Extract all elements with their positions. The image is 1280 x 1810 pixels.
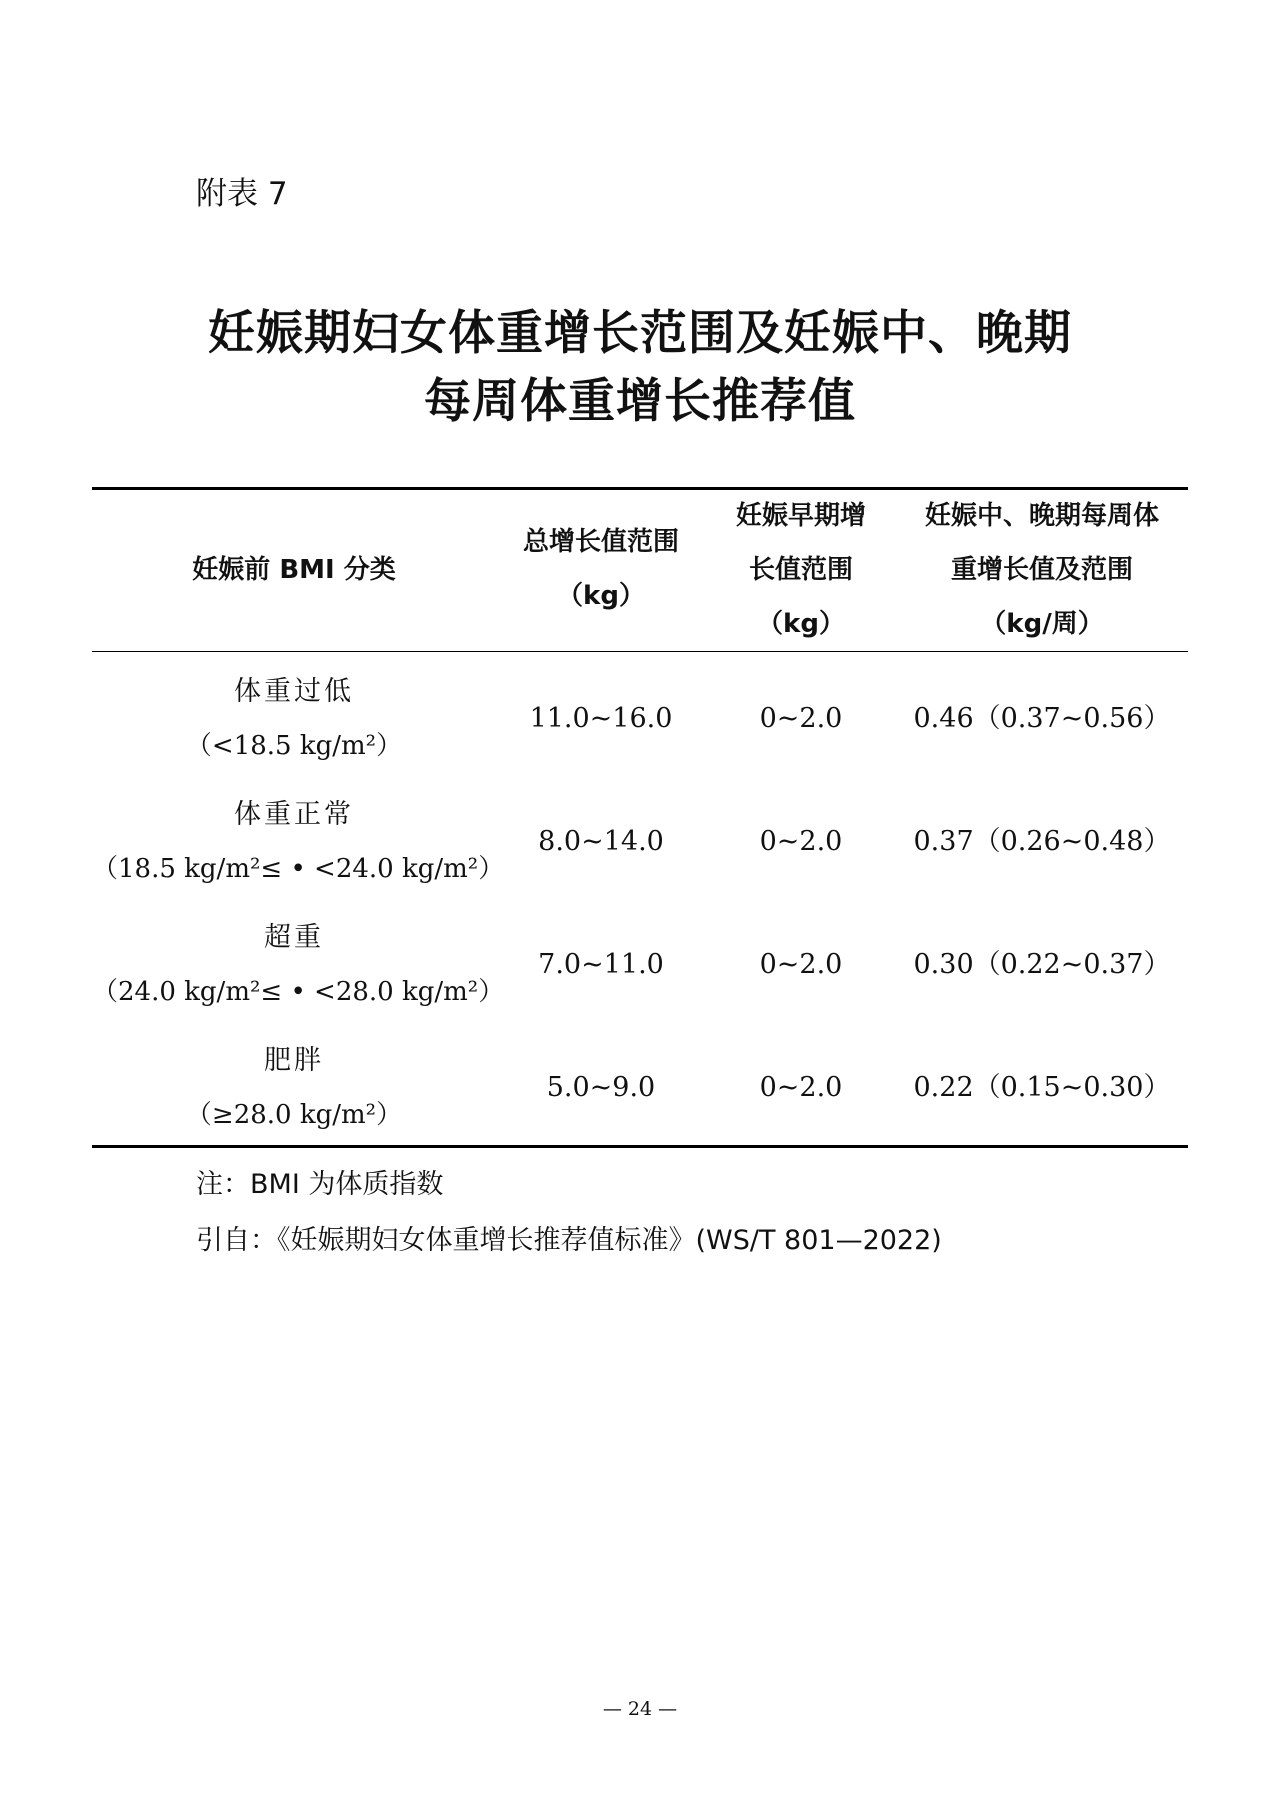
header-weekly-gain-line-3: （kg/周） (980, 609, 1104, 639)
header-early-gain-line-2: 长值范围 (748, 555, 853, 585)
page-title-line-1: 妊娠期妇女体重增长范围及妊娠中、晚期 (208, 306, 1072, 361)
total-gain-value: 8.0~14.0 (538, 826, 664, 857)
table-row-category (92, 1034, 496, 1142)
bmi-category-name: 超重 (264, 922, 324, 953)
early-gain-value: 0~2.0 (759, 949, 843, 980)
table-row-category (92, 788, 505, 896)
weekly-gain-value: 0.37（0.26~0.48） (913, 826, 1171, 857)
table-bottom-rule (92, 1145, 1188, 1148)
header-bmi-category: 妊娠前 BMI 分类 (192, 555, 396, 585)
weekly-gain-value: 0.22（0.15~0.30） (913, 1072, 1171, 1103)
total-gain-value: 7.0~11.0 (538, 949, 664, 980)
bmi-category-name: 体重过低 (234, 676, 354, 707)
page-number: — 24 — (602, 1698, 678, 1720)
header-total-gain-line-1: 总增长值范围 (522, 527, 679, 557)
weekly-gain-value: 0.30（0.22~0.37） (913, 949, 1171, 980)
weekly-gain-value: 0.46（0.37~0.56） (913, 703, 1171, 734)
header-total-gain (496, 515, 706, 623)
bmi-category-range: （≥28.0 kg/m²） (185, 1100, 403, 1130)
early-gain-value: 0~2.0 (759, 703, 843, 734)
bmi-category-name: 肥胖 (264, 1045, 324, 1076)
note-source-citation: 引自：《妊娠期妇女体重增长推荐值标准》(WS/T 801—2022) (196, 1225, 942, 1256)
table-row-category (92, 911, 505, 1019)
appendix-label: 附表 7 (196, 176, 288, 212)
early-gain-value: 0~2.0 (759, 1072, 843, 1103)
bmi-category-range: （24.0 kg/m²≤ • <28.0 kg/m²） (92, 977, 505, 1007)
header-early-gain-line-3: （kg） (757, 609, 845, 639)
note-bmi-definition: 注：BMI 为体质指数 (196, 1169, 444, 1200)
bmi-category-range: （18.5 kg/m²≤ • <24.0 kg/m²） (92, 854, 505, 884)
header-total-gain-line-2: （kg） (557, 581, 645, 611)
bmi-category-range: （<18.5 kg/m²） (185, 731, 403, 761)
total-gain-value: 11.0~16.0 (529, 703, 673, 734)
bmi-category-name: 体重正常 (234, 799, 354, 830)
total-gain-value: 5.0~9.0 (546, 1072, 656, 1103)
header-early-gain (706, 489, 896, 651)
header-weekly-gain-line-2: 重增长值及范围 (950, 555, 1133, 585)
page-title-line-2: 每周体重增长推荐值 (424, 374, 856, 429)
header-weekly-gain-line-1: 妊娠中、晚期每周体 (924, 501, 1159, 531)
table-row-category (92, 665, 496, 773)
header-early-gain-line-1: 妊娠早期增 (735, 501, 866, 531)
header-weekly-gain (896, 489, 1188, 651)
early-gain-value: 0~2.0 (759, 826, 843, 857)
table-header-rule (92, 651, 1188, 652)
